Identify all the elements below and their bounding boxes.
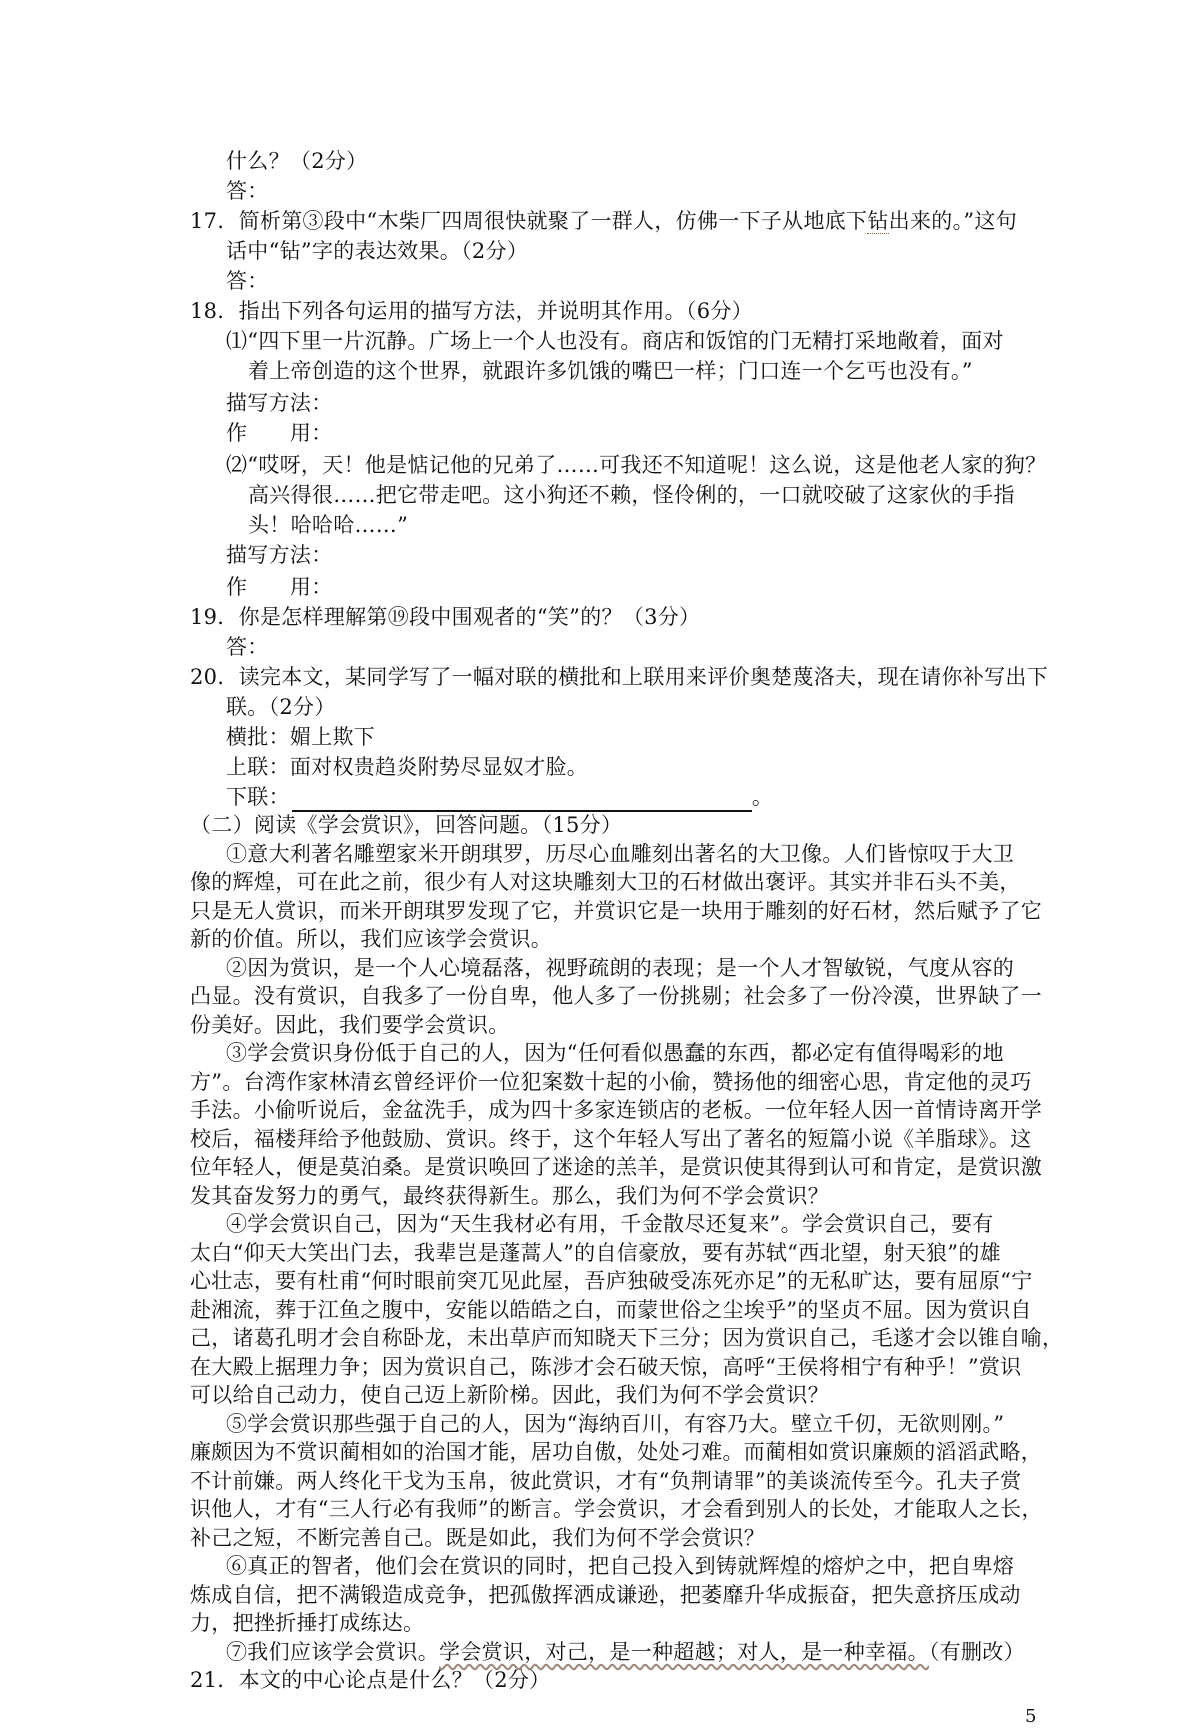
p5-line: 廉颇因为不赏识蔺相如的治国才能，居功自傲，处处刁难。而蔺相如赏识廉颇的滔滔武略， bbox=[190, 1440, 1042, 1464]
q20-line2: 联。（2分） bbox=[226, 695, 336, 719]
p6-line: ⑥真正的智者，他们会在赏识的同时，把自己投入到铸就辉煌的熔炉之中，把自卑熔 bbox=[226, 1554, 1015, 1578]
q17-text: 简析第③段中“木柴厂四周很快就聚了一群人，仿佛一下子从地底下 bbox=[238, 209, 868, 233]
p3-line: ③学会赏识身份低于自己的人，因为“任何看似愚蠢的东西，都必定有值得喝彩的地 bbox=[226, 1041, 1004, 1065]
p4-line: 赴湘流，葬于江鱼之腹中，安能以皓皓之白，而蒙世俗之尘埃乎”的坚贞不屈。因为赏识自 bbox=[190, 1297, 1032, 1322]
q18-item2-line1: ⑵“哎呀，天！他是惦记他的兄弟了……可我还不知道呢！这么说，这是他老人家的狗？ bbox=[226, 453, 1047, 477]
p1-line: ①意大利著名雕塑家米开朗琪罗，历尽心血雕刻出著名的大卫像。人们皆惊叹于大卫 bbox=[226, 841, 1015, 866]
q17-line1 bbox=[190, 206, 1017, 236]
p1-line: 只是无人赏识，而米开朗琪罗发现了它，并赏识它是一块用于雕刻的好石材，然后赋予了它 bbox=[190, 898, 1042, 923]
page-number: 5 bbox=[1025, 1705, 1037, 1727]
q20-number: 20． bbox=[190, 665, 239, 689]
q19-answer-label: 答： bbox=[226, 635, 269, 659]
p7-line bbox=[226, 1637, 1025, 1667]
q21-prompt bbox=[190, 1665, 550, 1695]
q17-line2: 话中“钻”字的表达效果。（2分） bbox=[226, 239, 529, 263]
q18-prompt bbox=[190, 296, 753, 326]
p5-line: 补己之短，不断完善自己。既是如此，我们为何不学会赏识？ bbox=[190, 1525, 766, 1550]
q18-item1-line2: 着上帝创造的这个世界，就跟许多饥饿的嘴巴一样；门口连一个乞丐也没有。” bbox=[248, 359, 973, 383]
q20-text: 读完本文，某同学写了一幅对联的横批和上联用来评价奥楚蔑洛夫，现在请你补写出下 bbox=[238, 665, 1049, 689]
p3-line: 方”。台湾作家林清玄曾经评价一位犯案数十起的小偷，赞扬他的细密心思，肯定他的灵巧 bbox=[190, 1069, 1032, 1094]
q18-item2-method-label: 描写方法： bbox=[226, 543, 333, 567]
p5-line: 识他人，才有“三人行必有我师”的断言。学会赏识，才会看到别人的长处，才能取人之长， bbox=[190, 1497, 1043, 1521]
q18-item1-effect-label: 作 用： bbox=[226, 421, 333, 445]
p2-line: ②因为赏识，是一个人心境磊落，视野疏朗的表现；是一个人才智敏锐，气度从容的 bbox=[226, 955, 1015, 980]
section2-heading: （二）阅读《学会赏识》，回答问题。（15分） bbox=[190, 813, 623, 837]
p3-line: 校后，福楼拜给予他鼓励、赏识。终于，这个年轻人写出了著名的短篇小说《羊脂球》。这 bbox=[190, 1126, 1032, 1151]
q20-xialian-label: 下联： bbox=[226, 785, 290, 809]
q17-emphasis-char: 钻 bbox=[867, 209, 889, 233]
p5-line: 不计前嫌。两人终化干戈为玉帛，彼此赏识，才有“负荆请罪”的美谈流传至今。孔夫子赏 bbox=[190, 1468, 1022, 1493]
q18-item2-line2: 高兴得很……把它带走吧。这小狗还不赖，怪伶俐的，一口就咬破了这家伙的手指 bbox=[248, 483, 1015, 507]
q21-number: 21． bbox=[190, 1668, 239, 1692]
p3-line: 位年轻人，便是莫泊桑。是赏识唤回了迷途的羔羊，是赏识使其得到认可和肯定，是赏识激 bbox=[190, 1155, 1042, 1179]
q17-text-tail: 出来的。”这句 bbox=[888, 209, 1018, 233]
q16-answer-label: 答： bbox=[226, 179, 269, 203]
q20-xialian-answer-blank[interactable] bbox=[292, 790, 752, 812]
p1-line: 像的辉煌，可在此之前，很少有人对这块雕刻大卫的石材做出褒评。其实并非石头不美， bbox=[190, 870, 1021, 894]
p6-line: 炼成自信，把不满锻造成竞争，把孤傲挥洒成谦逊，把萎靡升华成振奋，把失意挤压成动 bbox=[190, 1582, 1021, 1607]
q20-line1 bbox=[190, 662, 1048, 692]
q20-hengpi: 横批：媚上欺下 bbox=[226, 725, 376, 749]
q19-prompt bbox=[190, 602, 700, 632]
p3-line: 手法。小偷听说后，金盆洗手，成为四十多家连锁店的老板。一位年轻人因一首情诗离开学 bbox=[190, 1098, 1042, 1122]
q20-shanglian: 上联：面对权贵趋炎附势尽显奴才脸。 bbox=[226, 755, 589, 779]
p7-tail: （有删改） bbox=[928, 1639, 1025, 1664]
p1-line: 新的价值。所以，我们应该学会赏识。 bbox=[190, 927, 553, 951]
q18-item2-effect-label: 作 用： bbox=[226, 575, 333, 599]
q19-number: 19． bbox=[190, 605, 239, 629]
q18-item2-line3: 头！哈哈哈……” bbox=[248, 513, 409, 537]
q18-number: 18． bbox=[190, 299, 239, 323]
p4-line: 太白“仰天大笑出门去，我辈岂是蓬蒿人”的自信豪放，要有苏轼“西北望，射天狼”的雄 bbox=[190, 1240, 1001, 1265]
p4-line: 己，诸葛孔明才会自称卧龙，未出草庐而知晓天下三分；因为赏识自己，毛遂才会以锥自喻， bbox=[190, 1326, 1064, 1350]
p5-line: ⑤学会赏识那些强于自己的人，因为“海纳百川，有容乃大。壁立千仞，无欲则刚。” bbox=[226, 1411, 1005, 1436]
p4-line: 心壮志，要有杜甫“何时眼前突兀见此屋，吾庐独破受冻死亦足”的无私旷达，要有屈原“宁 bbox=[190, 1269, 1033, 1293]
p4-line: 可以给自己动力，使自己迈上新阶梯。因此，我们为何不学会赏识？ bbox=[190, 1383, 829, 1407]
q18-prompt-text: 指出下列各句运用的描写方法，并说明其作用。（6分） bbox=[238, 299, 753, 323]
q19-prompt-text: 你是怎样理解第⑲段中围观者的“笑”的？（3分） bbox=[238, 605, 701, 629]
p7-lead: ⑦我们应该学会赏识。 bbox=[226, 1639, 439, 1664]
q20-xialian-end: 。 bbox=[751, 785, 774, 809]
p3-line: 发其奋发努力的勇气，最终获得新生。那么，我们为何不学会赏识？ bbox=[190, 1183, 829, 1208]
p2-line: 凸显。没有赏识，自我多了一份自卑，他人多了一份挑剔；社会多了一份冷漠，世界缺了一 bbox=[190, 984, 1042, 1008]
q17-answer-label: 答： bbox=[226, 269, 269, 293]
p7-wavy-underlined: 学会赏识，对己，是一种超越；对人，是一种幸福。 bbox=[439, 1639, 929, 1664]
p2-line: 份美好。因此，我们要学会赏识。 bbox=[190, 1012, 510, 1037]
p4-line: ④学会赏识自己，因为“天生我材必有用，千金散尽还复来”。学会赏识自己，要有 bbox=[226, 1212, 994, 1236]
p4-line: 在大殿上据理力争；因为赏识自己，陈涉才会石破天惊，高呼“王侯将相宁有种乎！”赏识 bbox=[190, 1354, 1022, 1379]
q21-prompt-text: 本文的中心论点是什么？（2分） bbox=[238, 1668, 551, 1692]
q18-item1-method-label: 描写方法： bbox=[226, 391, 333, 415]
q18-item1-line1: ⑴“四下里一片沉静。广场上一个人也没有。商店和饭馆的门无精打采地敞着，面对 bbox=[226, 329, 1004, 353]
q16-prompt-tail: 什么？（2分） bbox=[226, 149, 368, 173]
q17-number: 17． bbox=[190, 209, 239, 233]
p6-line: 力，把挫折捶打成练达。 bbox=[190, 1611, 425, 1635]
q20-xialian bbox=[226, 782, 773, 812]
